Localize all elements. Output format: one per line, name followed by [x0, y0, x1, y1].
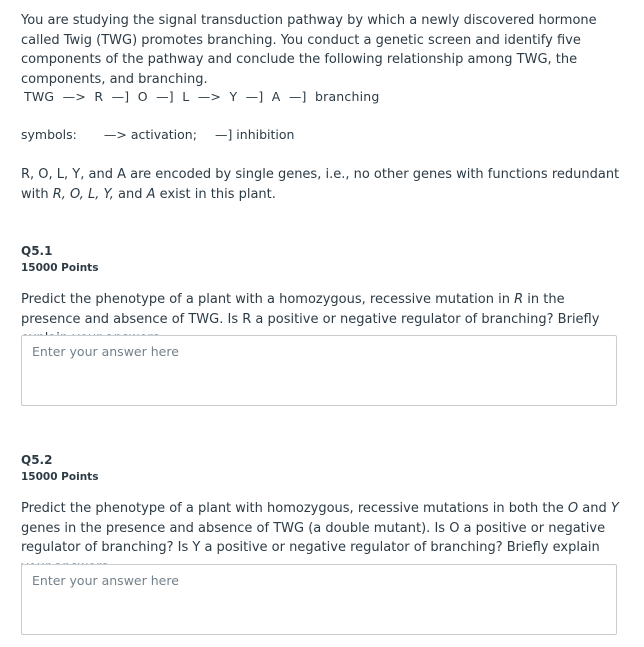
symbols-label: symbols: [21, 127, 77, 142]
answer-placeholder: Enter your answer here [32, 344, 179, 359]
pathway-diagram: TWG —> R —] O —] L —> Y —] A —] branching [24, 89, 380, 104]
symbols-legend [21, 127, 294, 142]
answer-input-q5-1[interactable] [21, 335, 617, 406]
genes-paragraph: R, O, L, Y, and A are encoded by single genes, i.e., no other genes with functions redundant with R, O, L, Y, and A exist in this plant. [21, 167, 620, 202]
question-points: 15000 Points [21, 262, 99, 274]
activation-symbol: —> activation; [103, 127, 197, 142]
question-title: Q5.1 [21, 244, 53, 258]
question-prompt: Predict the phenotype of a plant with homozygous, recessive mutations in both the O and Y genes in the presence and absence of TWG (a double mutant). Is O a positive or negative regulator of branching? Is Y a positive or negative regulator of branching? Briefly explain [21, 501, 619, 555]
question-prompt: Predict the phenotype of a plant with a homozygous, recessive mutation in R in the presence and absence of TWG. Is R a positive or negative regulator of branching? Briefly [21, 292, 600, 327]
answer-placeholder: Enter your answer here [32, 573, 179, 588]
inhibition-symbol: —] inhibition [214, 127, 295, 142]
question-points: 15000 Points [21, 471, 99, 483]
intro-paragraph: You are studying the signal transduction pathway by which a newly discovered hormone called Twig (TWG) promotes branching. You conduct a genetic screen and identify five components of the pathway and conclude the following relationship among TWG, the components, and branching. [21, 13, 597, 87]
question-title: Q5.2 [21, 453, 53, 467]
answer-input-q5-2[interactable] [21, 564, 617, 635]
